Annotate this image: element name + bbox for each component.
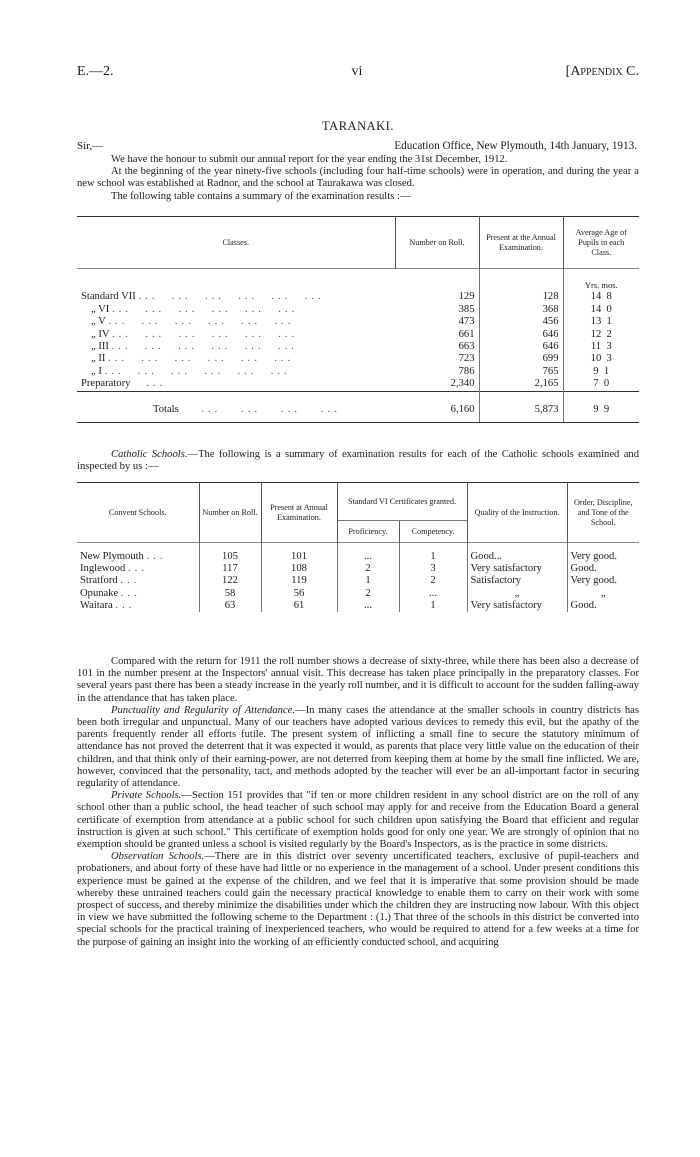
school-name: Waitara [80, 599, 113, 611]
quality-value: Very satisfactory [467, 563, 567, 575]
catholic-heading: Catholic Schools. [111, 449, 188, 460]
age-years: 12 [590, 328, 602, 340]
table-row: „ IV ... ... ... ... ... ... 661 646 12 2 [77, 329, 639, 341]
table-row: Waitara ... 63 61 ... 1 Very satisfactory Good. [77, 600, 639, 612]
age-months: 0 [606, 303, 612, 315]
totals-row: Totals ... ... ... ... 6,160 5,873 9 9 [77, 391, 639, 422]
roll-value: 473 [458, 316, 475, 328]
table-row: Standard VII ... ... ... ... ... ... 129 128 14 8 [77, 291, 639, 303]
examination-summary-table [77, 216, 639, 423]
order-value: Very good. [567, 575, 639, 587]
age-months: 8 [606, 291, 612, 303]
proficiency-value: ... [337, 600, 399, 612]
age-unit: Yrs. mos. [563, 269, 639, 292]
col-std6: Standard VI Certificates granted. [337, 483, 467, 521]
roll-value: 786 [458, 365, 475, 377]
school-name: Opunake [80, 587, 119, 599]
school-name: New Plymouth [80, 551, 144, 562]
intro-paragraph-2: At the beginning of the year ninety-five schools (including four half-time schools) were in operation, and during the year a new school was established at Radnor, and the school at Taurakawa was closed. [77, 166, 639, 190]
competency-value: 3 [399, 563, 467, 575]
col-roll: Number on Roll. [395, 217, 479, 269]
order-value: „ [567, 588, 639, 600]
totals-roll: 6,160 [395, 391, 479, 422]
present-value: 646 [479, 341, 563, 353]
col-roll: Number on Roll. [199, 483, 261, 543]
school-name: Inglewood [80, 563, 126, 575]
table-row: „ III ... ... ... ... ... ... 663 646 11 3 [77, 341, 639, 353]
age-years: 13 [590, 316, 602, 328]
col-classes: Classes. [222, 237, 250, 247]
totals-years: 9 [593, 404, 599, 416]
age-years: 14 [590, 303, 602, 315]
page-header-right: [Appendix C. [565, 64, 639, 79]
age-months: 2 [606, 328, 612, 340]
roll-value: 58 [199, 588, 261, 600]
roll-value: 105 [199, 543, 261, 564]
attendance-heading: Punctuality and Regularity of Attendance. [111, 704, 296, 716]
age-years: 9 [593, 365, 599, 377]
age-years: 11 [590, 341, 602, 353]
dateline: Education Office, New Plymouth, 14th January, 1913. [394, 140, 637, 152]
totals-label: Totals [153, 404, 179, 416]
class-name: „ III [91, 341, 109, 353]
order-value: Good. [567, 563, 639, 575]
private-schools-heading: Private Schools. [111, 790, 182, 802]
col-convent: Convent Schools. [108, 507, 167, 517]
present-value: 765 [479, 366, 563, 378]
col-age: Average Age of Pupils in each Class. [563, 217, 639, 269]
present-value: 456 [479, 316, 563, 328]
present-value: 699 [479, 353, 563, 365]
report-body [77, 656, 639, 949]
present-value: 368 [479, 304, 563, 316]
class-name: „ I [91, 365, 102, 377]
roll-value: 129 [458, 291, 475, 303]
order-value: Good. [567, 600, 639, 612]
roll-value: 63 [199, 600, 261, 612]
proficiency-value: 1 [337, 575, 399, 587]
table-row: New Plymouth ... 105 101 ... 1 Good... Very good. [77, 543, 639, 564]
catholic-schools-table [77, 482, 639, 612]
age-years: 14 [590, 291, 602, 303]
private-schools-text: —Section 151 provides that "if ten or more children resident in any school district are on the roll of any school other than a public school, the head teacher of such school may apply for and receive from the Education Board a general certificate of exemption from attendance at a public school for such children upon satisfying the Board that efficient and regular instruction is given at such school." This certificate of exemption holds good for only one year. We are strongly of opinion that no exemption should be granted unless a school is visited regularly by the Board's Inspectors, as is the practice in some districts. [77, 790, 639, 851]
table-row: „ I ... ... ... ... ... ... 786 765 9 1 [77, 366, 639, 378]
competency-value: ... [399, 588, 467, 600]
present-value: 101 [261, 543, 337, 564]
page-header-left: E.—2. [77, 64, 114, 79]
salutation: Sir,— [77, 140, 104, 152]
present-value: 56 [261, 588, 337, 600]
col-present: Present at Annual Examination. [261, 483, 337, 543]
class-name: Standard VII [81, 291, 136, 303]
age-months: 0 [603, 378, 610, 390]
present-value: 108 [261, 563, 337, 575]
table-row: „ V ... ... ... ... ... ... 473 456 13 1 [77, 316, 639, 328]
competency-value: 1 [399, 600, 467, 612]
age-months: 3 [606, 341, 612, 353]
observation-schools-text: —There are in this district over seventy uncertificated teachers, exclusive of pupil-teachers and probationers, and about forty of these have had little or no experience in the management of a school. Under present conditions this experience must be gained at the expense of the children, and we feel that it is imperative that some provision should be made whereby these untrained teachers could gain the necessary practical knowledge to enable them to carry on their work with some prospect of success, and thereby minimize the disabilities under which the children they are instructing now labour. With this object in view we have submitted the following scheme to the Department : (1.) That three of the schools in this district be converted into special schools for the practical training of inexperienced teachers, who would be required to attend for a few weeks at a time for the purpose of gaining an insight into the working of an efficiently conducted school, and acquiring [77, 851, 639, 948]
roll-value: 661 [458, 328, 475, 340]
table-row: „ II ... ... ... ... ... ... 723 699 10 3 [77, 353, 639, 365]
catholic-text: —The following is a summary of examination results for each of the Catholic schools examined and inspected by us :— [77, 449, 639, 473]
class-name: „ IV [91, 328, 110, 340]
intro-paragraph-3: The following table contains a summary of the examination results :— [111, 190, 411, 202]
table-row: Preparatory ... 2,340 2,165 7 0 [77, 378, 639, 391]
intro [77, 154, 639, 203]
table-row: Inglewood ... 117 108 2 3 Very satisfactory Good. [77, 563, 639, 575]
col-quality: Quality of the Instruction. [467, 483, 567, 543]
paragraph-observation-schools [77, 851, 639, 949]
roll-value: 663 [458, 341, 475, 353]
school-name: Stratford [80, 575, 118, 587]
table-row: „ VI ... ... ... ... ... ... 385 368 14 0 [77, 304, 639, 316]
page-number: vi [351, 64, 363, 79]
present-value: 61 [261, 600, 337, 612]
roll-value: 385 [458, 303, 475, 315]
class-name: „ II [91, 353, 106, 365]
table-row: Stratford ... 122 119 1 2 Satisfactory Very good. [77, 575, 639, 587]
age-years: 7 [593, 378, 599, 390]
proficiency-value: 2 [337, 588, 399, 600]
present-value: 128 [479, 291, 563, 303]
section-title: TARANAKI. [322, 119, 394, 133]
roll-value: 117 [199, 563, 261, 575]
totals-present: 5,873 [479, 391, 563, 422]
proficiency-value: 2 [337, 563, 399, 575]
quality-value: „ [467, 588, 567, 600]
attendance-text: —In many cases the attendance at the smaller schools in country districts has been both irregular and unpunctual. Many of our teachers have adopted various devices to remedy this evil, but the apathy of the parents frequently render all efforts futile. The present system of inflicting a small fine to secure the statutory minimum of attendance has not proved the deterrent that it was expected it would, as parents that place very little value on the education of their children, and that think only of their earning-power, are not deterred from keeping them at home by the small fine inflicted. We are, however, convinced that the personality, tact, and methods adopted by the teacher will ever be an all-important factor in securing regularity of attendance. [77, 704, 640, 790]
col-order: Order, Discipline, and Tone of the School. [567, 483, 639, 543]
age-months: 1 [603, 365, 610, 377]
age-months: 3 [606, 353, 612, 365]
proficiency-value: ... [337, 543, 399, 564]
col-competency: Competency. [399, 521, 467, 543]
present-value: 646 [479, 329, 563, 341]
class-name: „ VI [91, 303, 110, 315]
age-months: 1 [606, 316, 612, 328]
age-years: 10 [590, 353, 602, 365]
order-value: Very good. [567, 543, 639, 564]
roll-value: 723 [458, 353, 475, 365]
competency-value: 2 [399, 575, 467, 587]
paragraph-attendance [77, 705, 639, 790]
competency-value: 1 [399, 543, 467, 564]
paragraph-private-schools [77, 790, 639, 851]
roll-value: 122 [199, 575, 261, 587]
observation-schools-heading: Observation Schools. [111, 851, 205, 863]
class-name: Preparatory [81, 378, 131, 390]
col-present: Present at the Annual Examination. [479, 217, 563, 269]
paragraph-roll-decrease: Compared with the return for 1911 the roll number shows a decrease of sixty-three, while there has been also a decrease of 101 in the number present at the Inspectors' annual visit. This decrease has taken place principally in the preparatory classes. For several years past there has been a steady increase in the yearly roll number, and it is difficult to account for the sudden falling-away in the attendance that has taken place. [77, 656, 639, 704]
intro-paragraph-1: We have the honour to submit our annual report for the year ending the 31st December, 1912. [111, 154, 508, 165]
quality-value: Satisfactory [467, 575, 567, 587]
quality-value: Very satisfactory [467, 600, 567, 612]
quality-value: Good... [467, 543, 567, 564]
present-value: 119 [261, 575, 337, 587]
roll-value: 2,340 [450, 378, 475, 390]
catholic-paragraph [77, 449, 639, 473]
totals-months: 9 [603, 404, 610, 416]
col-proficiency: Proficiency. [337, 521, 399, 543]
table-row: Opunake ... 58 56 2 ... „ „ [77, 588, 639, 600]
present-value: 2,165 [479, 378, 563, 391]
class-name: „ V [91, 316, 106, 328]
